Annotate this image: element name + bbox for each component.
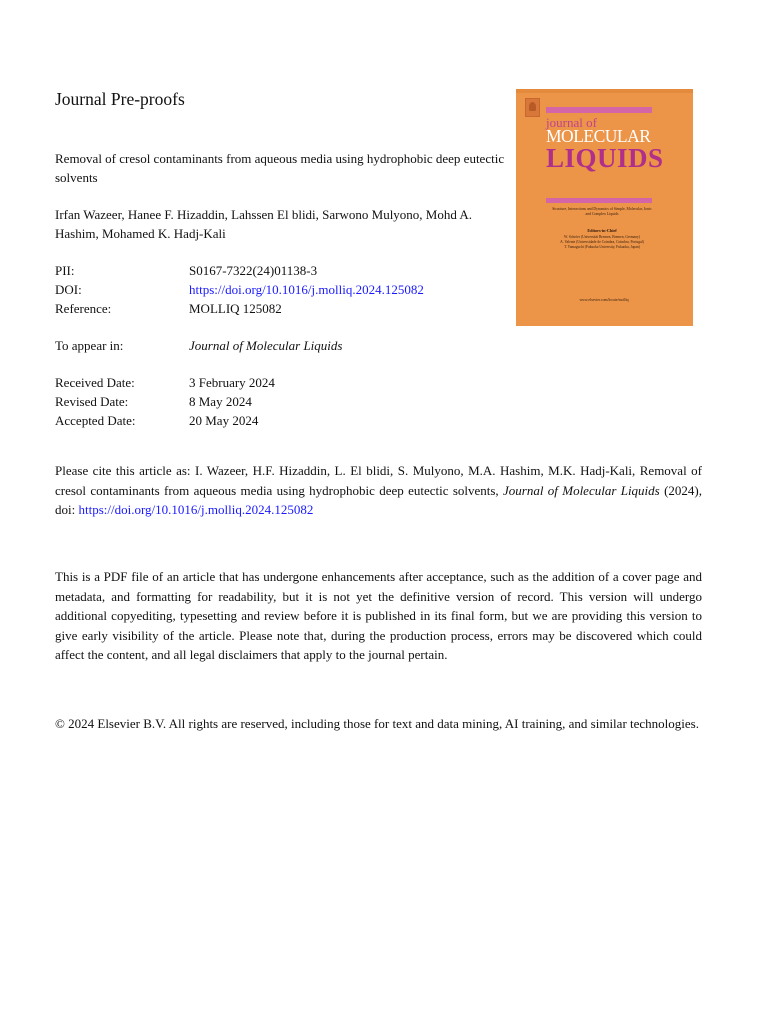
- citation-doi-link[interactable]: https://doi.org/10.1016/j.molliq.2024.125082: [78, 502, 314, 517]
- article-dates: [55, 373, 275, 430]
- citation-journal: Journal of Molecular Liquids: [503, 482, 660, 498]
- citation-year: (2024), doi:: [55, 482, 702, 517]
- journal-pre-proofs-heading: Journal Pre-proofs: [55, 89, 185, 109]
- cover-editor-2: A. Valente (Universidade de Coimbra, Coimbra, Portugal): [560, 240, 644, 244]
- accepted-date: 20 May 2024: [189, 413, 259, 428]
- pii-label: PII:: [55, 263, 75, 278]
- elsevier-tree-icon: [529, 102, 536, 111]
- cover-top-strip: [516, 89, 693, 93]
- copyright-notice: © 2024 Elsevier B.V. All rights are reserved, including those for text and data mining, AI training, and similar technologies.: [55, 716, 699, 731]
- cover-liquids: LIQUIDS: [546, 143, 664, 173]
- accepted-row: [55, 411, 275, 430]
- author-list: Irfan Wazeer, Hanee F. Hizaddin, Lahssen El blidi, Sarwono Mulyono, Mohd A. Hashim, Mohamed K. Hadj-Kali: [55, 207, 473, 241]
- cover-divider-bar: [546, 198, 652, 203]
- cover-subtitle: Structure, Interactions and Dynamics of Simple, Molecular, Ionic and Complex Liquids: [552, 207, 652, 216]
- appear-in-journal: Journal of Molecular Liquids: [189, 338, 343, 353]
- cover-url: www.elsevier.com/locate/molliq: [579, 298, 629, 302]
- revised-row: [55, 392, 275, 411]
- cover-header-bar: [546, 107, 652, 113]
- cover-editor-1: W. Schröer (Universität Bremen, Bremen, Germany): [564, 235, 640, 239]
- reference-value: MOLLIQ 125082: [189, 301, 282, 316]
- cover-molecular: MOLECULAR: [546, 126, 651, 146]
- disclaimer-paragraph: This is a PDF file of an article that has undergone enhancements after acceptance, such as the addition of a cover page and metadata, and formatting for readability, but it is not yet the definitive version of record. This version will undergo additional copyediting, typesetting and review before it is published in its final form, but we are providing this version to give early visibility of the article. Please note that, during the production process, errors may be discovered which could affect the content, and all legal disclaimers that apply to the journal pertain.: [55, 569, 702, 662]
- received-label: Received Date:: [55, 375, 135, 390]
- reference-label: Reference:: [55, 301, 112, 316]
- citation-text: Please cite this article as: I. Wazeer, H.F. Hizaddin, L. El blidi, S. Mulyono, M.A. Hashim, M.K. Hadj-Kali, Removal of cresol contaminants from aqueous media using hydrophobic deep eutectic solvents,: [55, 463, 702, 498]
- citation-paragraph: [55, 461, 702, 520]
- doi-label: DOI:: [55, 282, 82, 297]
- revised-label: Revised Date:: [55, 394, 129, 409]
- doi-row: [55, 280, 424, 299]
- pii-value: S0167-7322(24)01138-3: [189, 263, 318, 278]
- pii-row: [55, 261, 424, 280]
- article-identifiers: [55, 261, 424, 318]
- revised-date: 8 May 2024: [189, 394, 252, 409]
- received-row: [55, 373, 275, 392]
- appear-in-label: To appear in:: [55, 338, 124, 353]
- journal-cover-image: [516, 89, 693, 326]
- accepted-label: Accepted Date:: [55, 413, 136, 428]
- elsevier-logo-icon: [525, 98, 540, 117]
- cover-journal-of: journal of: [546, 115, 597, 130]
- received-date: 3 February 2024: [189, 375, 275, 390]
- appear-in: [55, 336, 342, 355]
- doi-link[interactable]: https://doi.org/10.1016/j.molliq.2024.125082: [189, 282, 424, 297]
- article-title: Removal of cresol contaminants from aqueous media using hydrophobic deep eutectic solvents: [55, 151, 505, 185]
- cover-editors-heading: Editors-in-Chief: [587, 228, 617, 233]
- cover-editor-3: T. Yamaguchi (Fukuoka University, Fukuoka, Japan): [564, 245, 640, 249]
- appear-in-row: [55, 336, 342, 355]
- reference-row: [55, 299, 424, 318]
